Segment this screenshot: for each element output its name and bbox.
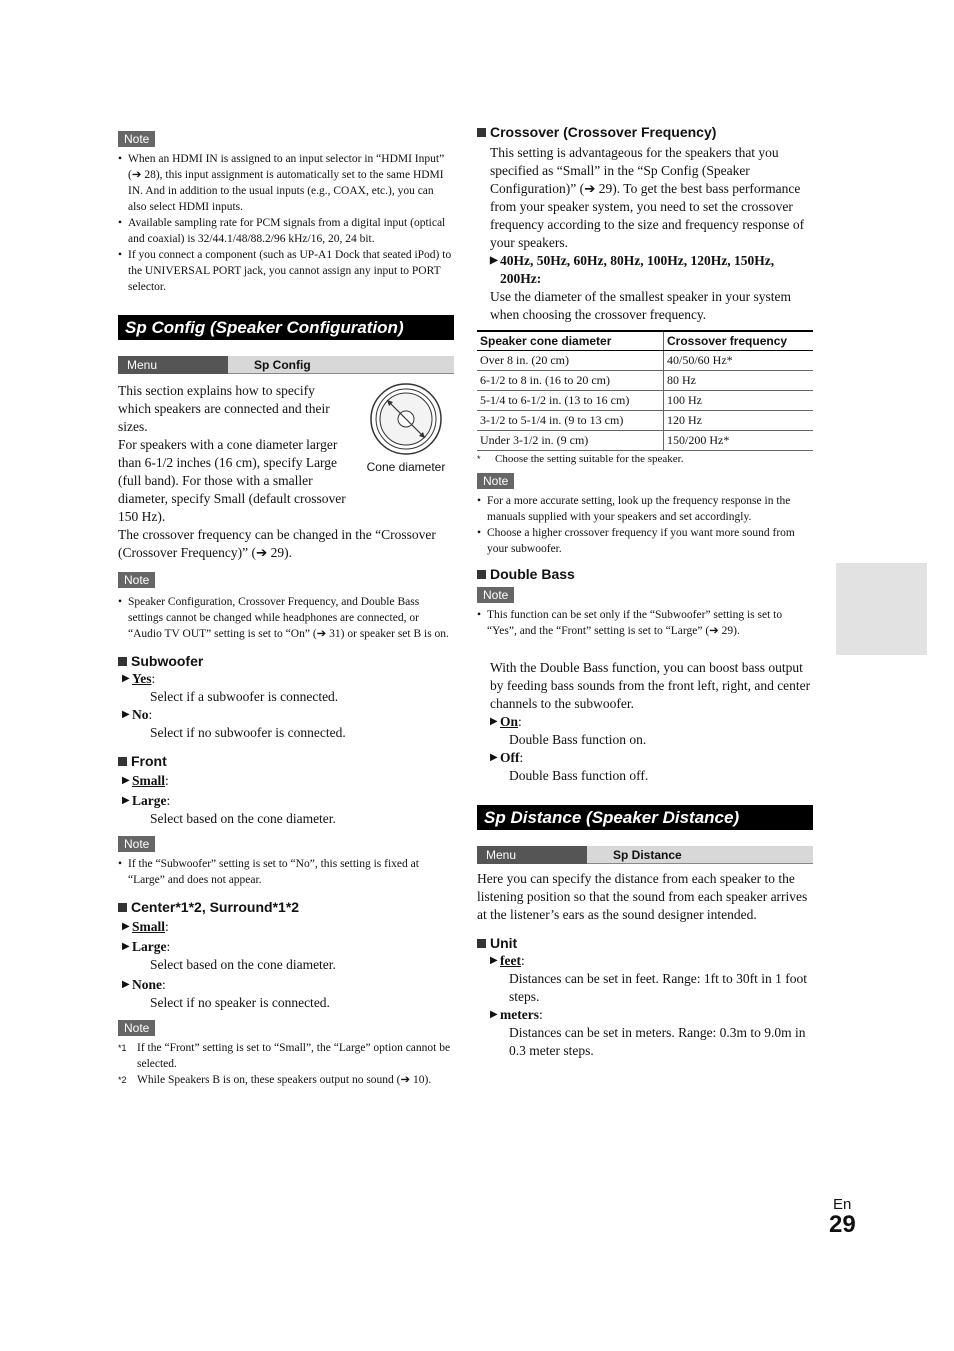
crossover-intro: This setting is advantageous for the speakers that you specified as “Small” in the “Sp Config (Speaker Configuration)” (➔ 29). To get the best bass performance from your speaker system, you need to set the crossover frequency according to the size and frequency response of your speakers. [490, 145, 805, 250]
crossover-options: ▶ 40Hz, 50Hz, 60Hz, 80Hz, 100Hz, 120Hz, 150Hz, 200Hz: [490, 253, 775, 286]
note-label: Note [118, 572, 155, 588]
menu-value: Sp Distance [613, 848, 682, 862]
note-item: • This function can be set only if the “Subwoofer” setting is set to “Yes”, and the “Front” setting is set to “Large” (➔ 29). [477, 607, 813, 639]
note-item: • When an HDMI IN is assigned to an input selector in “HDMI Input” (➔ 28), this input assignment is automatically set to the same HDMI IN. And in addition to the usual inputs (e.g., COAX, etc.), you can also select HDMI inputs. [118, 151, 454, 215]
note-item: • If you connect a component (such as UP-A1 Dock that seated iPod) to the UNIVERSAL PORT jack, you cannot assign any input to PORT selector. [118, 247, 454, 295]
option-desc: Select if no speaker is connected. [150, 995, 330, 1010]
option-desc: Double Bass function off. [509, 768, 649, 783]
table-header: Speaker cone diameter [477, 331, 664, 351]
distance-intro: Here you can specify the distance from each speaker to the listening position so that the sound from each speaker arrives at the listener’s ears as the sound designer intended. [477, 871, 808, 922]
note-label: Note [477, 473, 514, 489]
table-header: Crossover frequency [664, 331, 814, 351]
right-column [477, 123, 813, 1060]
option-off: ▶ Off: [490, 750, 524, 765]
section-title-sp-distance: Sp Distance (Speaker Distance) [477, 805, 813, 830]
note-item: • Speaker Configuration, Crossover Frequency, and Double Bass settings cannot be changed while headphones are connected, or “Audio TV OUT” setting is set to “On” (➔ 31) or speaker set B is on. [118, 594, 454, 642]
table-row: 5-1/4 to 6-1/2 in. (13 to 16 cm) 100 Hz [477, 391, 813, 411]
note-label: Note [118, 131, 155, 147]
page-language: En [833, 1196, 852, 1213]
menu-path-bar [118, 356, 454, 374]
option-large: ▶ Large: [122, 793, 171, 808]
chapter-tab [836, 563, 927, 655]
intro-paragraph: For speakers with a cone diameter larger than 6-1/2 inches (16 cm), specify Large (full band). For those with a smaller diameter, specify Small (default crossover 150 Hz). [118, 437, 346, 524]
double-bass-intro: With the Double Bass function, you can boost bass output by feeding bass sounds from the front left, right, and center channels to the subwoofer. [490, 660, 811, 711]
menu-path-bar [477, 846, 813, 864]
note-item: • Available sampling rate for PCM signals from a digital input (optical and coaxial) is 32/44.1/48/88.2/96 kHz/16, 20, 24 bit. [118, 215, 454, 247]
cone-caption: Cone diameter [366, 460, 446, 474]
unit-heading: Unit [477, 934, 813, 952]
note-list [118, 594, 454, 642]
option-desc: Distances can be set in meters. Range: 0.3m to 9.0m in 0.3 meter steps. [509, 1025, 806, 1058]
option-yes: ▶ Yes: [122, 671, 156, 686]
note-list [118, 151, 454, 295]
footnote: *1 If the “Front” setting is set to “Small”, the “Large” option cannot be selected. [118, 1042, 451, 1070]
option-desc: Select if a subwoofer is connected. [150, 689, 339, 704]
note-label: Note [118, 836, 155, 852]
option-on: ▶ On: [490, 714, 522, 729]
option-desc: Distances can be set in feet. Range: 1ft to 30ft in 1 foot steps. [509, 971, 808, 1004]
note-label: Note [477, 587, 514, 603]
option-meters: ▶ meters: [490, 1007, 543, 1022]
intro-paragraph: The crossover frequency can be changed in the “Crossover (Crossover Frequency)” (➔ 29). [118, 527, 436, 560]
subwoofer-heading: Subwoofer [118, 652, 454, 670]
center-surround-heading: Center*1*2, Surround*1*2 [118, 898, 454, 916]
table-footnote: * Choose the setting suitable for the speaker. [477, 453, 684, 465]
option-desc: Select based on the cone diameter. [150, 811, 336, 826]
intro-block [118, 382, 454, 562]
table-row: Under 3-1/2 in. (9 cm) 150/200 Hz* [477, 431, 813, 451]
option-large: ▶ Large: [122, 939, 171, 954]
crossover-heading: Crossover (Crossover Frequency) [477, 123, 813, 141]
note-list [477, 607, 813, 639]
option-no: ▶ No: [122, 707, 153, 722]
table-row: 6-1/2 to 8 in. (16 to 20 cm) 80 Hz [477, 371, 813, 391]
table-row: 3-1/2 to 5-1/4 in. (9 to 13 cm) 120 Hz [477, 411, 813, 431]
cone-figure [358, 382, 454, 474]
footnote: *2 While Speakers B is on, these speakers output no sound (➔ 10). [118, 1074, 432, 1086]
note-item: • Choose a higher crossover frequency if you want more sound from your subwoofer. [477, 525, 813, 557]
option-desc: Double Bass function on. [509, 732, 647, 747]
option-small: ▶ Small: [122, 919, 169, 934]
note-item: • For a more accurate setting, look up the frequency response in the manuals supplied with your speakers and set accordingly. [477, 493, 813, 525]
option-desc: Select if no subwoofer is connected. [150, 725, 346, 740]
menu-label: Menu [486, 848, 517, 862]
note-label: Note [118, 1020, 155, 1036]
page-number: 29 [829, 1211, 856, 1238]
section-title-sp-config: Sp Config (Speaker Configuration) [118, 315, 454, 340]
intro-paragraph: This section explains how to specify which speakers are connected and their sizes. [118, 383, 330, 434]
note-list [477, 493, 813, 557]
front-heading: Front [118, 752, 454, 770]
menu-value: Sp Config [254, 358, 311, 372]
option-desc: Select based on the cone diameter. [150, 957, 336, 972]
option-none: ▶ None: [122, 977, 166, 992]
speaker-cone-icon [369, 382, 443, 456]
crossover-table [477, 330, 813, 451]
double-bass-heading: Double Bass [477, 565, 813, 583]
table-row: Over 8 in. (20 cm) 40/50/60 Hz* [477, 351, 813, 371]
option-small: ▶ Small: [122, 773, 169, 788]
left-column [118, 131, 454, 1088]
note-list [118, 856, 454, 888]
menu-label: Menu [127, 358, 158, 372]
crossover-desc: Use the diameter of the smallest speaker in your system when choosing the crossover frequency. [490, 289, 792, 322]
note-item: • If the “Subwoofer” setting is set to “No”, this setting is fixed at “Large” and does not appear. [118, 856, 454, 888]
option-feet: ▶ feet: [490, 953, 525, 968]
footnote-list [118, 1040, 454, 1088]
